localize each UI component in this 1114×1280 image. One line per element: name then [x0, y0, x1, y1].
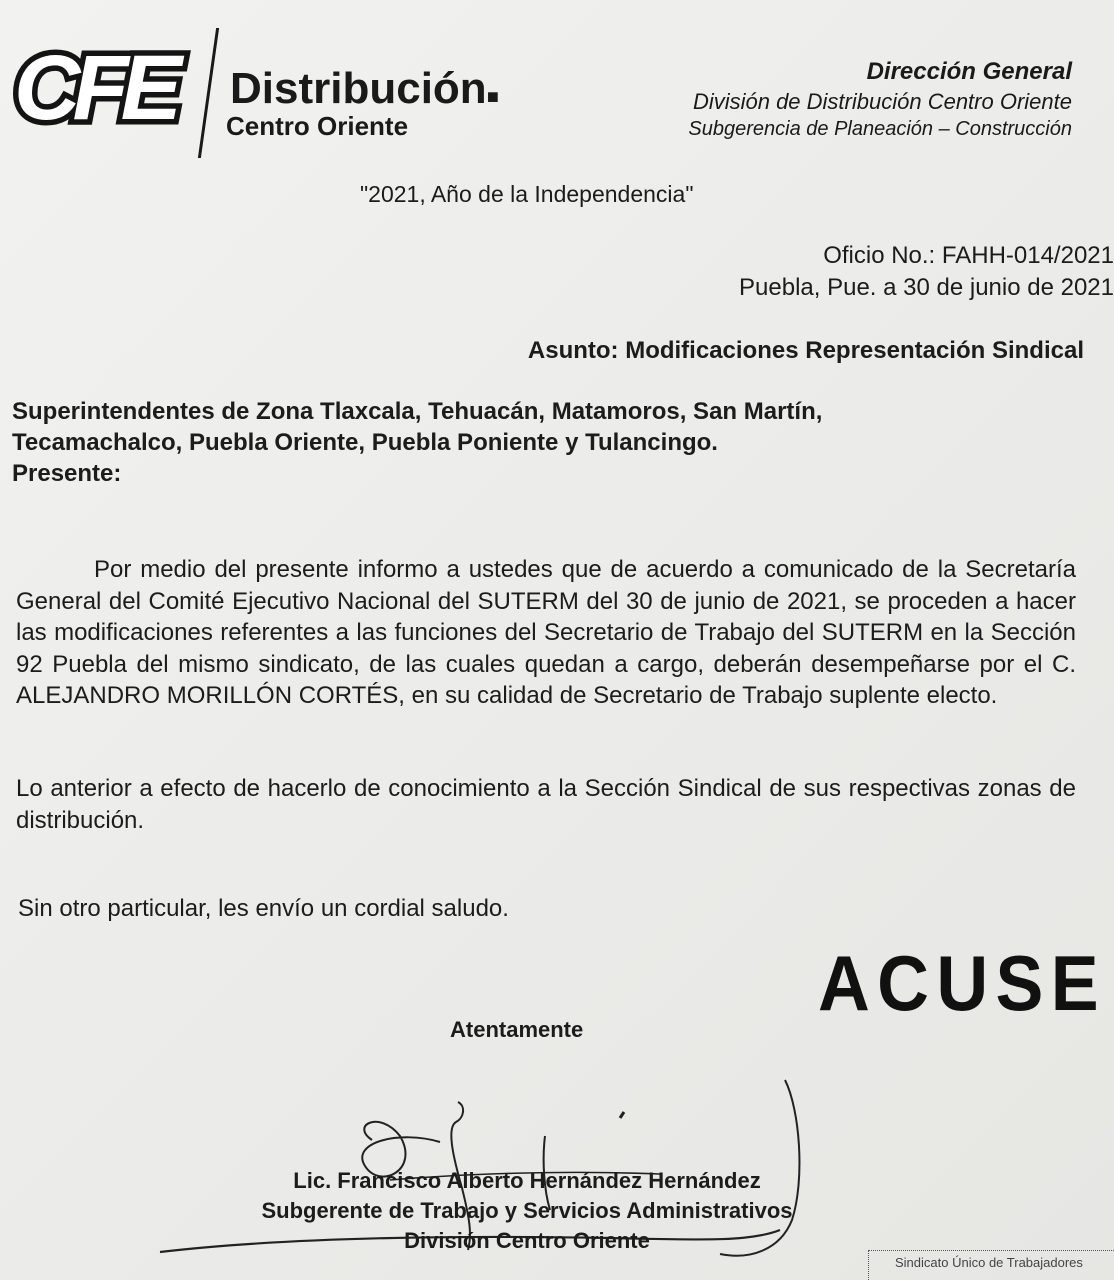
logo-name-text: Distribución: [230, 64, 487, 113]
header-subgerencia: Subgerencia de Planeación – Construcción: [688, 118, 1072, 140]
header-division: División de Distribución Centro Oriente: [692, 89, 1072, 114]
logo-dot: ■: [486, 86, 499, 108]
recipient-line-2: Tecamachalco, Puebla Oriente, Puebla Poniente y Tulancingo.: [12, 429, 718, 456]
cfe-logo: CFE: [14, 37, 174, 139]
year-motto: "2021, Año de la Independencia": [360, 181, 694, 207]
body-paragraph-1: Por medio del presente informo a ustedes que de acuerdo a comunicado de la Secretaría General del Comité Ejecutivo Nacional del SUTERM del 30 de junio de 2021, se proceden a hacer las modificaciones referentes a las funciones del Secretario de Trabajo del SUTERM en la Sección 92 Puebla del mismo sindicato, de las cuales quedan a cargo, deberán desempeñarse por el C. ALEJANDRO MORILLÓN CORTÉS, en su calidad de Secretario de Trabajo suplente electo.: [16, 556, 1076, 709]
signer-title: Subgerente de Trabajo y Servicios Administrativos: [261, 1198, 793, 1223]
recipient-presente: Presente:: [12, 460, 122, 487]
acuse-stamp: ACUSE: [818, 939, 1107, 1027]
body-paragraph-2: Lo anterior a efecto de hacerlo de conocimiento a la Sección Sindical de sus respectivas zonas de distribución.: [16, 775, 1076, 834]
recipient-line-1: Superintendentes de Zona Tlaxcala, Tehuacán, Matamoros, San Martín,: [12, 398, 823, 425]
signer-division: División Centro Oriente: [404, 1228, 650, 1253]
oficio-number: Oficio No.: FAHH-014/2021: [823, 242, 1114, 269]
logo-company-name: [230, 64, 499, 114]
union-stamp: Sindicato Único de Trabajadores: [868, 1250, 1114, 1280]
atentamente-label: Atentamente: [450, 1017, 584, 1042]
logo-region: Centro Oriente: [226, 111, 409, 141]
closing-line: Sin otro particular, les envío un cordial saludo.: [18, 895, 509, 922]
subject-line: Asunto: Modificaciones Representación Sindical: [527, 337, 1084, 364]
header-direccion: Dirección General: [866, 58, 1072, 85]
signer-name: Lic. Francisco Alberto Hernández Hernández: [293, 1168, 761, 1193]
logo-divider: [198, 28, 219, 158]
document-date: Puebla, Pue. a 30 de junio de 2021: [739, 274, 1114, 301]
